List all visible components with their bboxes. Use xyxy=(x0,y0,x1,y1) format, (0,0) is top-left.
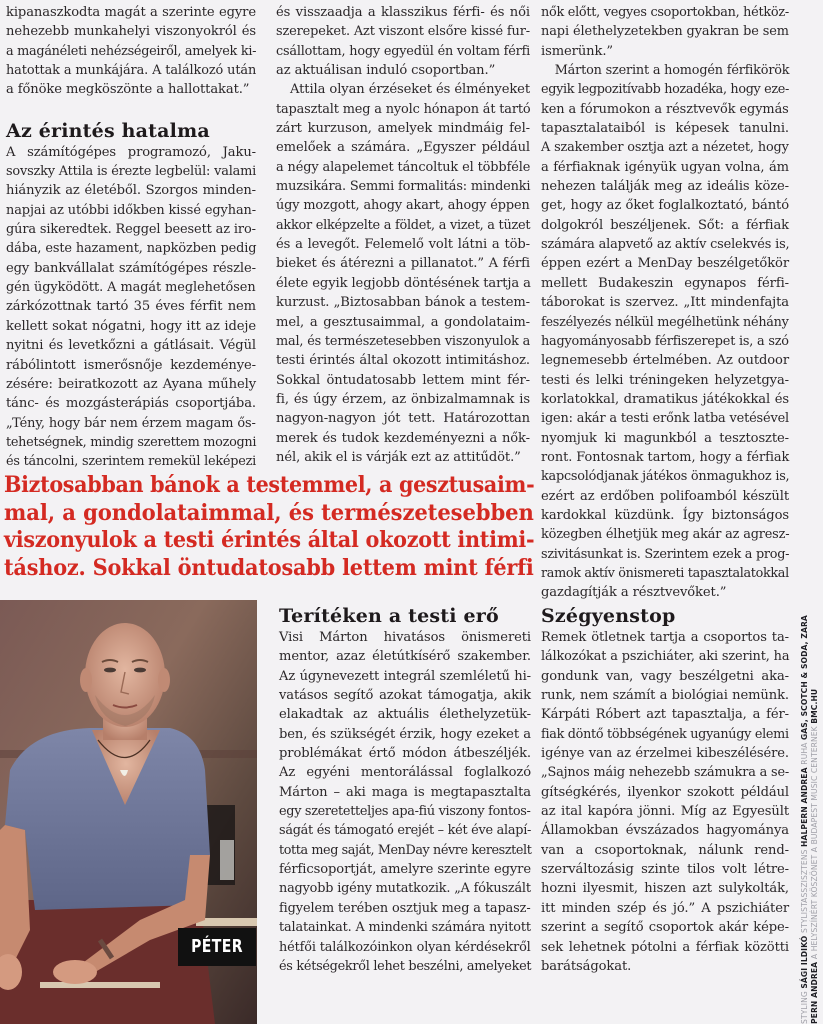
text-line: gítségkérés, ilyenkor szokott például xyxy=(541,784,789,800)
text-line: dolgokról beszéljenek. Sőt: a férfiak xyxy=(541,217,789,233)
text-line: gazdagítják a résztvevőket.” xyxy=(541,585,727,601)
text-line: és a levegőt. Felemelő volt látni a töb- xyxy=(276,237,530,253)
text-line: tehetségnek, mindig szerettem mozogni xyxy=(6,434,257,450)
credit-segment: STYLING xyxy=(800,988,809,1024)
text-line: sek lehetnek pótolni a férfiak közötti xyxy=(541,939,789,955)
column-3 xyxy=(541,3,789,603)
text-line: zárt kurzuson, amelyek mindmáig fel- xyxy=(276,121,530,137)
text-line: talatainkat. A mindenki számára nyitott xyxy=(279,920,531,936)
text-line: egy szeretetteljes apa-fiú viszony fontos- xyxy=(279,804,531,820)
text-line: közegben élhetjük meg akár az agresz- xyxy=(541,527,790,543)
text-line: szerepeket. Azt viszont elsőre kissé fur- xyxy=(276,24,530,40)
paragraph-2 xyxy=(276,80,530,467)
text-line: gén ügyködött. A magát meglehetősen xyxy=(6,280,256,296)
text-line: Sokkal öntudatosabb lettem mint fér- xyxy=(276,372,530,388)
text-line: lálkozókat a pszichiáter, aki szerint, ha xyxy=(541,649,790,665)
text-line: mal, a gondolataimmal, és természetesebben xyxy=(4,499,534,526)
credit-segment: STYLISTASSZISZTENS xyxy=(800,846,809,933)
text-line: fiak döntő többségének ugyanúgy elemi xyxy=(541,726,789,742)
text-line: „Tény, hogy bár nem érzem magam ős- xyxy=(6,415,256,431)
text-line: mel, a gesztusaimmal, a gondolataim- xyxy=(276,314,530,330)
text-line: táborokat is szervez. „Itt mindenfajta xyxy=(541,295,789,311)
credits-line-1 xyxy=(800,584,810,1024)
text-line: élete egyik legjobb döntésének tartja a xyxy=(276,275,531,291)
text-line: nyomjuk ki magunkból a tesztoszte- xyxy=(541,430,789,446)
text-line: Államokban évszázados hagyománya xyxy=(541,823,789,839)
section-heading-erintes: Az érintés hatalma xyxy=(6,119,210,142)
text-line: mal, és természetesebben viszonyulok a xyxy=(276,333,531,349)
column-1 xyxy=(6,3,256,472)
paragraph-1 xyxy=(541,3,789,61)
pull-quote xyxy=(4,472,534,582)
portrait-photo xyxy=(0,600,257,1024)
text-line: és kétségekről lehet beszélni, amelyeket xyxy=(279,958,532,974)
text-line: napjai az utóbbi időkben kissé egyhan- xyxy=(6,202,257,218)
text-line: kardokkal küzdünk. Így biztonságos xyxy=(541,507,789,523)
text-line: ramok aktív önismereti tapasztalatokkal xyxy=(541,565,789,581)
text-line: a férfiaknak igényük ugyan volna, ám xyxy=(541,159,789,175)
text-line: napi élethelyzetekben gyakran be sem xyxy=(541,24,789,40)
paragraph-2 xyxy=(541,61,789,603)
credits-line-2 xyxy=(810,584,820,1024)
credit-segment: HALPERN ANDREA xyxy=(800,764,809,847)
photo-caption-name: PÉTER xyxy=(178,928,256,966)
body-paragraph xyxy=(541,628,789,976)
credit-segment: SÁGI ILDIKÓ xyxy=(800,932,809,989)
text-line: get, hogy az őket foglalkoztató, bántó xyxy=(541,198,789,214)
text-line: figyelem terében osztjuk meg a tapasz- xyxy=(279,900,531,916)
section-heading-szegyenstop: Szégyenstop xyxy=(541,605,676,627)
credit-segment: BMC.HU xyxy=(810,688,819,724)
text-line: éppen ezért a MenDay beszélgetőkör xyxy=(541,256,789,272)
text-line: A szakember osztja azt a nézetet, hogy xyxy=(541,140,789,156)
text-line: Márton – aki maga is megtapasztalta xyxy=(279,784,531,800)
text-line: nagyon-nagyon jót tett. Határozottan xyxy=(276,411,530,427)
text-line: egyik legpozitívabb hozadéka, hogy eze- xyxy=(541,82,790,98)
text-line: kellett sokat nógatni, hogy itt az ideje xyxy=(6,318,256,334)
text-line: rábólintott ismerősnője kezdeménye- xyxy=(6,357,256,373)
text-line: totta meg saját, MenDay névre keresztelt xyxy=(279,842,532,858)
text-line: ezért az erdőben polifoamból készült xyxy=(541,488,789,504)
text-line: férficsoportját, amelyre szerinte egyre xyxy=(279,862,531,878)
text-line: Kárpáti Róbert azt tapasztalja, a fér- xyxy=(541,707,789,723)
text-line: legnemesebb értelmében. Az outdoor xyxy=(541,353,789,369)
text-line: és visszaadja a klasszikus férfi- és női xyxy=(276,5,530,20)
text-line: van a csoportoknak, nálunk rend- xyxy=(541,842,789,858)
text-line: ismerünk.” xyxy=(541,43,613,59)
column-4 xyxy=(279,604,531,976)
credit-segment: PERN ANDREA xyxy=(810,959,819,1024)
credit-segment: A HELYSZÍNÉRT KÖSZÖNET A BUDAPEST MUSIC CENTERNEK xyxy=(810,723,819,960)
text-line: nél, akik el is várják ezt az attitűdöt.” xyxy=(276,449,521,465)
text-line: testi érintés által okozott intimitáshoz. xyxy=(276,353,530,369)
text-line: bieket és átérezni a pillanatot.” A férfi xyxy=(276,256,530,272)
credit-segment: RUHA xyxy=(800,740,809,765)
text-line: ben, és szükségét érzik, hogy ezeket a xyxy=(279,726,531,742)
text-line: gúra sikeredtek. Reggel beesett az iro- xyxy=(6,222,256,238)
text-line: hatottak a munkájára. A találkozó után xyxy=(6,63,257,79)
text-line: ken a fórumokon a résztvevők egymás xyxy=(541,101,789,117)
text-line: csállottam, hogy egyedül én voltam férfi xyxy=(276,43,531,59)
text-line: barátságokat. xyxy=(541,958,632,974)
text-line: szerváltozásig szinte tilos volt létre- xyxy=(541,862,789,878)
text-line: nehezen találják meg az ideális köze- xyxy=(541,179,789,195)
text-line: az ital kapóra jönni. Míg az Egyesült xyxy=(541,804,789,820)
text-line: Attila olyan érzéseket és élményeket xyxy=(290,82,530,98)
section-heading-teriteken: Terítéken a testi erő xyxy=(279,605,499,627)
text-line: Biztosabban bánok a testemmel, a gesztusaim- xyxy=(4,472,535,498)
text-line: igénye van az érzelmei kibeszélésére. xyxy=(541,746,789,762)
text-line: elakadtak az aktuális élethelyzetük- xyxy=(279,707,531,723)
text-line: a magánéleti nehézségeiről, amelyek ki- xyxy=(6,43,257,59)
text-line: táshoz. Sokkal öntudatosabb lettem mint férfi xyxy=(4,554,534,581)
text-line: szivitásunkat is. Szerintem ezek a prog- xyxy=(541,546,790,562)
text-line: merek és tudok kezdeményezni a nők- xyxy=(276,430,530,446)
text-line: korlatokkal, dramatikus játékokkal és xyxy=(541,391,789,407)
text-line: igen: akár a testi erőnk latba vetésével xyxy=(541,411,790,427)
text-line: itt minden szép és jó.” A pszichiáter xyxy=(541,900,789,916)
text-line: Márton szerint a homogén férfikörök xyxy=(554,63,790,79)
text-line: Az egyéni mentorálással foglalkozó xyxy=(279,765,531,781)
text-line: mellett Budakeszin egynapos férfi- xyxy=(541,275,789,291)
text-line: akkor elképzelte a földet, a vizet, a tüzet xyxy=(276,217,531,233)
text-line: hagyományosabb férfiszerepet is, a szó xyxy=(541,333,789,349)
paragraph-1 xyxy=(276,3,530,80)
photo-credits xyxy=(800,584,820,1024)
text-line: zárkózottnak tartó 35 éves férfit nem xyxy=(6,299,256,315)
text-line: fi, és úgy érzem, az önbizalmamnak is xyxy=(276,391,530,407)
text-line: ságát és támogató erejét – két éve alapí- xyxy=(279,823,532,839)
text-line: kurzust. „Biztosabban bánok a testem- xyxy=(276,295,530,311)
text-line: kipanaszkodta magát a szerinte egyre xyxy=(6,5,256,20)
text-line: szerint a segítő csoportok akár képe- xyxy=(541,920,789,936)
text-line: hétfői találkozóinkon olyan kérdésekről xyxy=(279,939,531,955)
text-line: vatásos segítő azokat támogatja, akik xyxy=(279,688,531,704)
body-paragraph xyxy=(6,143,256,472)
text-line: számára alapvető az aktív cselekvés is, xyxy=(541,237,790,253)
column-2 xyxy=(276,3,530,467)
text-line: zésére: beiratkozott az Ayana műhely xyxy=(6,376,256,392)
text-line: úgy mozgott, ahogy akart, ahogy éppen xyxy=(276,198,530,214)
intro-paragraph xyxy=(6,3,256,100)
text-line: Visi Márton hivatásos önismereti xyxy=(279,630,531,645)
body-paragraph xyxy=(279,628,531,976)
text-line: viszonyulok a testi érintés által okozott intimi- xyxy=(4,527,535,553)
credit-segment: GAS, SCOTCH & SODA, ZARA xyxy=(800,615,809,741)
text-line: kapcsolódjanak játékos önmagukhoz is, xyxy=(541,469,790,485)
text-line: tapasztalataiból is képesek tanulni. xyxy=(541,121,789,137)
text-line: runk, nem számít a biológiai nemünk. xyxy=(541,688,789,704)
text-line: testi és lelki tréningeken helyzetgya- xyxy=(541,372,789,388)
text-line: A számítógépes programozó, Jaku- xyxy=(6,144,256,160)
text-line: „Sajnos máig nehezebb számukra a se- xyxy=(541,765,790,781)
text-line: a főnöke megköszönte a hallottakat.” xyxy=(6,82,250,98)
text-line: nők előtt, vegyes csoportokban, hétköz- xyxy=(541,5,789,20)
text-line: nehezebb munkahelyi viszonyokról és xyxy=(6,24,256,40)
text-line: muzsikára. Semmi formalitás: mindenki xyxy=(276,179,531,195)
text-line: Remek ötletnek tartja a csoportos ta- xyxy=(541,630,789,645)
text-line: a négy alapelemet táncoltuk el többféle xyxy=(276,159,531,175)
text-line: hiányzik az életéből. Szorgos minden- xyxy=(6,183,256,199)
text-line: feszélyezés nélkül megélhetünk néhány xyxy=(541,314,789,330)
text-line: egy bankvállalat számítógépes részle- xyxy=(6,260,256,276)
text-line: tánc- és mozgásterápiás csoportjába. xyxy=(6,396,256,412)
text-line: az aktuálisan induló csoportban.” xyxy=(276,63,496,79)
text-line: és táncolni, szerintem remekül leképezi xyxy=(6,454,257,470)
text-line: sovszky Attila is érezte legbelül: valami xyxy=(6,164,257,180)
text-line: nagyobb igény mutatkozik. „A fókuszált xyxy=(279,881,531,897)
text-line: Az úgynevezett integrál szemléletű hi- xyxy=(279,668,531,684)
text-line: gondunk van, vagy beszélgetni aka- xyxy=(541,668,789,684)
text-line: tapasztalt meg a nyolc hónapon át tartó xyxy=(276,101,531,117)
hand xyxy=(53,960,97,984)
text-line: problémákat értő módon átbeszéljék. xyxy=(279,746,531,762)
text-line: emelőek a számára. „Egyszer például xyxy=(276,140,530,156)
text-line: nyitni és levetkőzni a gátlásait. Végül xyxy=(6,338,256,354)
text-line: hozni ilyesmit, hiszen azt sulykolták, xyxy=(541,881,789,897)
text-line: mentor, azaz életútkísérő szakember. xyxy=(279,649,531,665)
text-line: dába, este hazament, napközben pedig xyxy=(6,241,257,257)
column-5 xyxy=(541,604,789,976)
text-line: ront. Fontosnak tartom, hogy a férfiak xyxy=(541,449,790,465)
